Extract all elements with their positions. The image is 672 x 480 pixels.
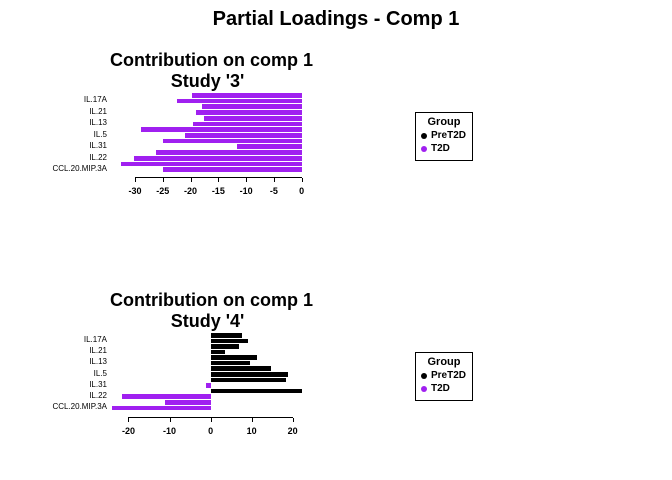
tick-label: -25 bbox=[156, 186, 170, 196]
bar-IL.31 bbox=[237, 144, 302, 149]
bar bbox=[202, 104, 302, 109]
tick-label: 10 bbox=[246, 426, 257, 436]
bar bbox=[156, 150, 302, 155]
y-label-IL.31: IL.31 bbox=[89, 141, 107, 151]
bar-plot-area bbox=[110, 333, 305, 411]
t2d-dot-icon bbox=[421, 386, 427, 392]
bar-IL.22 bbox=[134, 156, 301, 161]
legend-entry-t2d bbox=[421, 383, 472, 394]
y-axis-labels bbox=[35, 93, 107, 173]
y-label-IL.17A: IL.17A bbox=[83, 335, 107, 345]
tick-mark bbox=[293, 418, 294, 422]
tick-mark bbox=[246, 178, 247, 182]
bar-IL.17A bbox=[177, 99, 302, 104]
chart-subtitle: Study '3' bbox=[170, 71, 245, 91]
bar bbox=[211, 333, 242, 338]
legend-entry-t2d bbox=[421, 143, 472, 154]
legend-title: Group bbox=[427, 116, 461, 128]
legend-title: Group bbox=[427, 356, 461, 368]
bar-row bbox=[110, 167, 305, 173]
tick-label: -15 bbox=[211, 186, 225, 196]
pret2d-dot-icon bbox=[421, 373, 427, 379]
bar bbox=[211, 389, 302, 394]
bar bbox=[211, 378, 287, 383]
bar bbox=[141, 127, 302, 132]
bar bbox=[192, 93, 302, 98]
tick-mark bbox=[170, 418, 171, 422]
bar bbox=[165, 400, 211, 405]
bar bbox=[163, 139, 301, 144]
y-label-CCL.20.MIP.3A: CCL.20.MIP.3A bbox=[52, 163, 107, 173]
legend-group-study-3 bbox=[415, 112, 473, 161]
tick-label: -10 bbox=[239, 186, 253, 196]
bar bbox=[121, 162, 302, 167]
y-axis-labels bbox=[35, 333, 107, 411]
y-label-IL.21: IL.21 bbox=[89, 346, 107, 356]
legend-label: T2D bbox=[431, 143, 450, 154]
tick-label: -20 bbox=[184, 186, 198, 196]
legend-entry-pret2d bbox=[421, 370, 472, 381]
bar-plot-area bbox=[110, 93, 305, 173]
tick-mark bbox=[163, 178, 164, 182]
chart-title: Contribution on comp 1 bbox=[110, 290, 313, 310]
tick-label: 20 bbox=[287, 426, 298, 436]
bar-IL.21 bbox=[196, 110, 302, 115]
tick-mark bbox=[252, 418, 253, 422]
bar-IL.22 bbox=[122, 394, 211, 399]
bar bbox=[211, 366, 272, 371]
tick-label: -30 bbox=[128, 186, 142, 196]
legend-label: PreT2D bbox=[431, 130, 467, 141]
y-label-IL.13: IL.13 bbox=[89, 357, 107, 367]
bar bbox=[204, 116, 301, 121]
y-label-IL.13: IL.13 bbox=[89, 118, 107, 128]
x-axis bbox=[110, 177, 305, 207]
tick-label: 0 bbox=[208, 426, 214, 436]
bar bbox=[211, 355, 257, 360]
bar bbox=[211, 344, 240, 349]
page-title: Partial Loadings - Comp 1 bbox=[212, 8, 460, 30]
y-label-IL.22: IL.22 bbox=[89, 390, 107, 400]
chart-subtitle: Study '4' bbox=[170, 311, 245, 331]
tick-mark bbox=[128, 418, 129, 422]
y-label-IL.17A: IL.17A bbox=[83, 95, 107, 105]
legend-label: T2D bbox=[431, 383, 450, 394]
tick-mark bbox=[274, 178, 275, 182]
bar-IL.5 bbox=[185, 133, 302, 138]
bar-row bbox=[110, 406, 305, 412]
tick-label: -20 bbox=[121, 426, 135, 436]
pret2d-dot-icon bbox=[421, 133, 427, 139]
tick-mark bbox=[211, 418, 212, 422]
bar-IL.13 bbox=[193, 122, 301, 127]
bar-IL.13 bbox=[211, 361, 250, 366]
y-label-IL.22: IL.22 bbox=[89, 152, 107, 162]
bar-IL.21 bbox=[211, 350, 225, 355]
y-label-IL.21: IL.21 bbox=[89, 106, 107, 116]
tick-mark bbox=[191, 178, 192, 182]
tick-label: 0 bbox=[299, 186, 305, 196]
bar-CCL.20.MIP.3A bbox=[112, 406, 211, 411]
y-label-IL.31: IL.31 bbox=[89, 379, 107, 389]
legend-group-study-4 bbox=[415, 352, 473, 401]
legend-entry-pret2d bbox=[421, 130, 472, 141]
y-label-IL.5: IL.5 bbox=[93, 129, 107, 139]
bar-CCL.20.MIP.3A bbox=[163, 167, 301, 172]
y-label-CCL.20.MIP.3A: CCL.20.MIP.3A bbox=[52, 401, 107, 411]
legend-label: PreT2D bbox=[431, 370, 467, 381]
tick-mark bbox=[302, 178, 303, 182]
chart-title: Contribution on comp 1 bbox=[110, 50, 313, 70]
x-axis bbox=[110, 417, 305, 447]
bar-IL.31 bbox=[206, 383, 211, 388]
tick-mark bbox=[135, 178, 136, 182]
bar-IL.17A bbox=[211, 339, 249, 344]
y-label-IL.5: IL.5 bbox=[93, 368, 107, 378]
tick-label: -5 bbox=[269, 186, 278, 196]
tick-mark bbox=[218, 178, 219, 182]
tick-label: -10 bbox=[163, 426, 177, 436]
bar-IL.5 bbox=[211, 372, 288, 377]
t2d-dot-icon bbox=[421, 146, 427, 152]
